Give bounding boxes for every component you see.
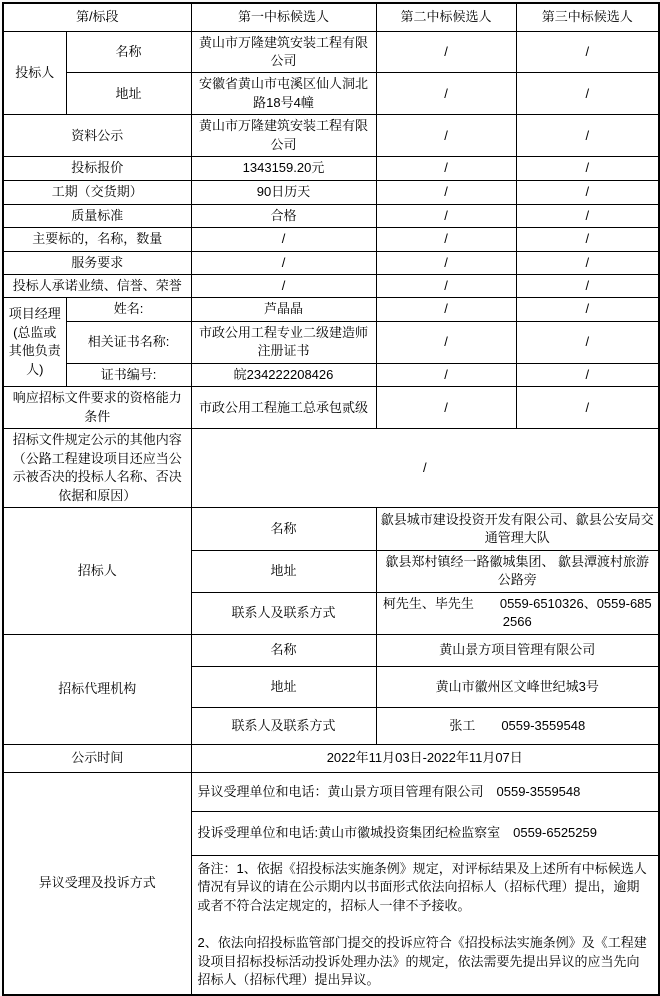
empty-slash-cell: / <box>376 228 516 251</box>
agency-name-label-cell: 名称 <box>191 634 376 666</box>
quality-row <box>3 204 659 227</box>
agency-addr-value-cell: 黄山市徽州区文峰世纪城3号 <box>376 666 659 707</box>
service-label-cell: 服务要求 <box>3 251 191 274</box>
publicity-time-label-cell: 公示时间 <box>3 744 191 772</box>
pm-cert-value-cell: 市政公用工程专业二级建造师注册证书 <box>191 321 376 363</box>
header-second-candidate-cell: 第二中标候选人 <box>376 3 516 31</box>
objection-line1-row <box>3 772 659 811</box>
publicity-time-value-cell: 2022年11月03日-2022年11月07日 <box>191 744 659 772</box>
bidder-name-value-cell: 黄山市万隆建筑安装工程有限公司 <box>191 31 376 73</box>
other-content-row <box>3 429 659 508</box>
empty-slash-cell: / <box>376 181 516 204</box>
bid-price-label-cell: 投标报价 <box>3 157 191 181</box>
bidder-name-row <box>3 31 659 73</box>
objection-note2-text: 2、依法向招投标监管部门提交的投诉应符合《招投标法实施条例》及《工程建设项目招标投标活动投诉处理办法》的规定，依法需要先提出异议的应当先向招标人（招标代理）提出异议。 <box>197 935 647 988</box>
empty-slash-cell: / <box>516 228 659 251</box>
promise-value-cell: / <box>191 275 376 298</box>
duration-label-cell: 工期（交货期） <box>3 181 191 204</box>
data-publicity-label-cell: 资料公示 <box>3 115 191 157</box>
empty-slash-cell: / <box>516 251 659 274</box>
tenderee-name-label-cell: 名称 <box>191 508 376 551</box>
empty-slash-cell: / <box>516 204 659 227</box>
qualification-label-cell: 响应招标文件要求的资格能力条件 <box>3 387 191 429</box>
publicity-time-row <box>3 744 659 772</box>
other-content-value-cell: / <box>191 429 659 508</box>
bid-candidates-table <box>2 2 660 996</box>
pm-cert-label-cell: 相关证书名称: <box>66 321 191 363</box>
empty-slash-cell: / <box>376 275 516 298</box>
main-subject-row <box>3 228 659 251</box>
bidder-addr-value-cell: 安徽省黄山市屯溪区仙人洞北路18号4幢 <box>191 73 376 115</box>
pm-certno-label-cell: 证书编号: <box>66 363 191 386</box>
table-header-row <box>3 3 659 31</box>
pm-cert-row <box>3 321 659 363</box>
empty-slash-cell: / <box>376 204 516 227</box>
empty-slash-cell: / <box>376 363 516 386</box>
empty-slash-cell: / <box>376 157 516 181</box>
empty-slash-cell: / <box>516 115 659 157</box>
empty-slash-cell: / <box>516 73 659 115</box>
data-publicity-value-cell: 黄山市万隆建筑安装工程有限公司 <box>191 115 376 157</box>
qualification-row <box>3 387 659 429</box>
objection-label-cell: 异议受理及投诉方式 <box>3 772 191 994</box>
empty-slash-cell: / <box>516 275 659 298</box>
objection-notes-cell <box>191 855 659 994</box>
bidder-addr-label-cell: 地址 <box>66 73 191 115</box>
agency-addr-label-cell: 地址 <box>191 666 376 707</box>
tenderee-contact-label-cell: 联系人及联系方式 <box>191 592 376 634</box>
agency-contact-label-cell: 联系人及联系方式 <box>191 707 376 744</box>
quality-value-cell: 合格 <box>191 204 376 227</box>
tenderee-name-value-cell: 歙县城市建设投资开发有限公司、歙县公安局交通管理大队 <box>376 508 659 551</box>
duration-value-cell: 90日历天 <box>191 181 376 204</box>
empty-slash-cell: / <box>376 115 516 157</box>
tenderee-label-cell: 招标人 <box>3 508 191 635</box>
empty-slash-cell: / <box>516 157 659 181</box>
agency-name-value-cell: 黄山景方项目管理有限公司 <box>376 634 659 666</box>
empty-slash-cell: / <box>376 298 516 321</box>
tenderee-addr-value-cell: 歙县郑村镇经一路徽城集团、 歙县潭渡村旅游公路旁 <box>376 551 659 593</box>
promise-row <box>3 275 659 298</box>
agency-label-cell: 招标代理机构 <box>3 634 191 744</box>
bid-price-row <box>3 157 659 181</box>
pm-certno-row <box>3 363 659 386</box>
agency-name-row <box>3 634 659 666</box>
empty-slash-cell: / <box>516 387 659 429</box>
empty-slash-cell: / <box>516 298 659 321</box>
tenderee-addr-label-cell: 地址 <box>191 551 376 593</box>
other-content-label-cell: 招标文件规定公示的其他内容（公路工程建设项目还应当公示被否决的投标人名称、否决依据和原因） <box>3 429 191 508</box>
empty-slash-cell: / <box>516 31 659 73</box>
empty-slash-cell: / <box>376 251 516 274</box>
tenderee-name-row <box>3 508 659 551</box>
objection-line1-cell: 异议受理单位和电话：黄山景方项目管理有限公司 0559-3559548 <box>191 772 659 811</box>
pm-certno-value-cell: 皖234222208426 <box>191 363 376 386</box>
tenderee-contact-value-cell: 柯先生、毕先生 0559-6510326、0559-6852566 <box>376 592 659 634</box>
empty-slash-cell: / <box>516 181 659 204</box>
main-subject-label-cell: 主要标的，名称，数量 <box>3 228 191 251</box>
quality-label-cell: 质量标准 <box>3 204 191 227</box>
header-first-candidate-cell: 第一中标候选人 <box>191 3 376 31</box>
duration-row <box>3 181 659 204</box>
pm-label-cell: 项目经理(总监或其他负责人) <box>3 298 66 387</box>
empty-slash-cell: / <box>376 31 516 73</box>
header-section-cell: 第/标段 <box>3 3 191 31</box>
service-value-cell: / <box>191 251 376 274</box>
empty-slash-cell: / <box>376 321 516 363</box>
qualification-value-cell: 市政公用工程施工总承包贰级 <box>191 387 376 429</box>
header-third-candidate-cell: 第三中标候选人 <box>516 3 659 31</box>
empty-slash-cell: / <box>376 387 516 429</box>
agency-contact-value-cell: 张工 0559-3559548 <box>376 707 659 744</box>
data-publicity-row <box>3 115 659 157</box>
pm-name-label-cell: 姓名: <box>66 298 191 321</box>
service-row <box>3 251 659 274</box>
empty-slash-cell: / <box>516 321 659 363</box>
pm-name-value-cell: 芦晶晶 <box>191 298 376 321</box>
bidder-label-cell: 投标人 <box>3 31 66 115</box>
bid-price-value-cell: 1343159.20元 <box>191 157 376 181</box>
objection-line2-cell: 投诉受理单位和电话:黄山市徽城投资集团纪检监察室 0559-6525259 <box>191 811 659 855</box>
main-subject-value-cell: / <box>191 228 376 251</box>
bidder-name-label-cell: 名称 <box>66 31 191 73</box>
empty-slash-cell: / <box>516 363 659 386</box>
promise-label-cell: 投标人承诺业绩、信誉、荣誉 <box>3 275 191 298</box>
bidder-address-row <box>3 73 659 115</box>
objection-note1-text: 备注：1、依据《招投标法实施条例》规定，对评标结果及上述所有中标候选人情况有异议的请在公示期内以书面形式依法向招标人（招标代理）提出，逾期或者不符合法定规定的，招标人一律不予接收。 <box>197 860 647 913</box>
pm-name-row <box>3 298 659 321</box>
empty-slash-cell: / <box>376 73 516 115</box>
